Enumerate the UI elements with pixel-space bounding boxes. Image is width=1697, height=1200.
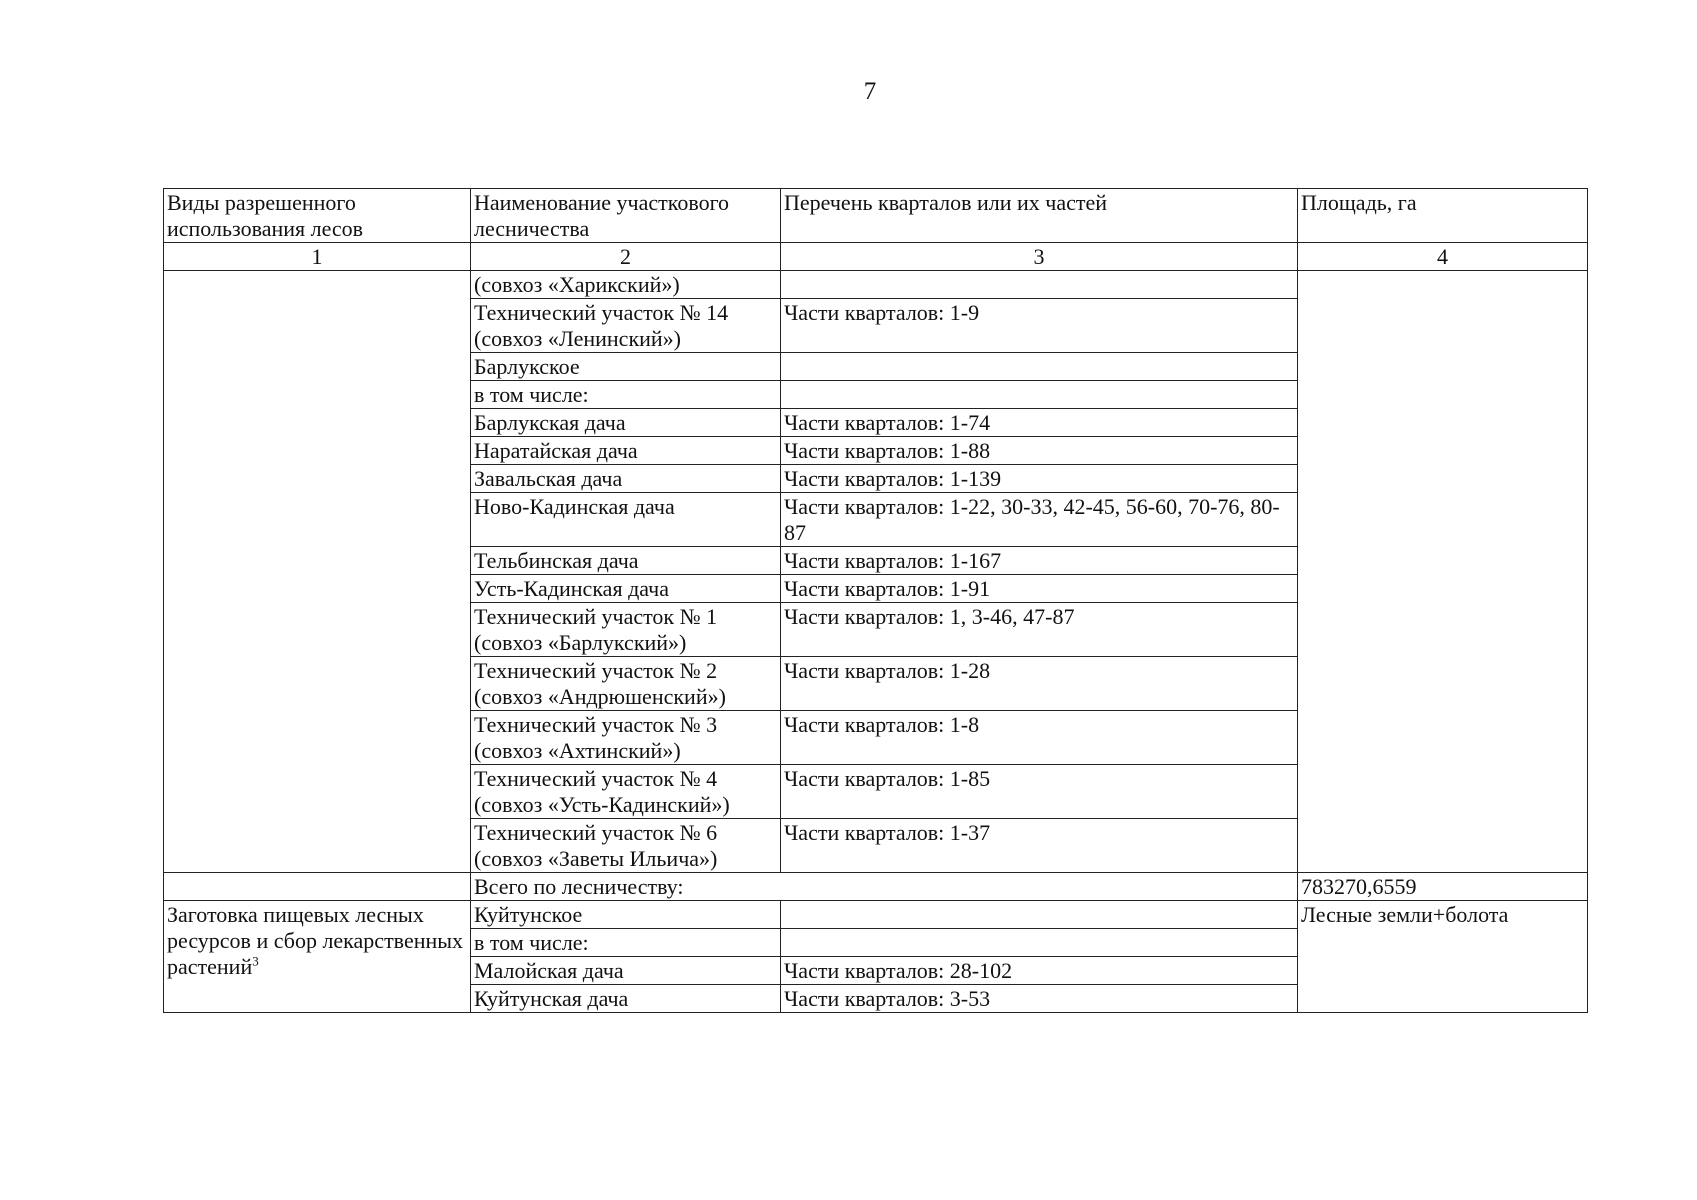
forestry-name-cell: Малойская дача — [471, 957, 781, 985]
forest-use-table — [163, 188, 1588, 1013]
quarters-cell — [781, 353, 1298, 381]
table-row — [164, 271, 1588, 299]
quarters-cell: Части кварталов: 1-88 — [781, 437, 1298, 465]
total-area: 783270,6559 — [1298, 873, 1588, 901]
quarters-cell: Части кварталов: 1-91 — [781, 575, 1298, 603]
quarters-cell: Части кварталов: 1-167 — [781, 547, 1298, 575]
area-cell — [1298, 271, 1588, 873]
total-label: Всего по лесничеству: — [471, 873, 1298, 901]
quarters-cell: Части кварталов: 28-102 — [781, 957, 1298, 985]
total-row — [164, 873, 1588, 901]
forestry-name-cell: Барлукское — [471, 353, 781, 381]
forestry-name-cell: Наратайская дача — [471, 437, 781, 465]
forestry-name-cell: в том числе: — [471, 381, 781, 409]
column-number: 3 — [781, 243, 1298, 271]
forestry-name-cell: Куйтунская дача — [471, 985, 781, 1013]
quarters-cell: Части кварталов: 1-22, 30-33, 42-45, 56-60, 70-76, 80-87 — [781, 493, 1298, 547]
table-row — [164, 901, 1588, 929]
quarters-cell: Части кварталов: 1-37 — [781, 819, 1298, 873]
column-number: 4 — [1298, 243, 1588, 271]
forestry-name-cell: Ново-Кадинская дача — [471, 493, 781, 547]
quarters-cell: Части кварталов: 1-85 — [781, 765, 1298, 819]
column-number: 1 — [164, 243, 471, 271]
header-area: Площадь, га — [1298, 189, 1588, 243]
forestry-name-cell: Технический участок № 4 (совхоз «Усть-Кадинский») — [471, 765, 781, 819]
quarters-cell: Части кварталов: 1-9 — [781, 299, 1298, 353]
forestry-name-cell: Технический участок № 6 (совхоз «Заветы Ильича») — [471, 819, 781, 873]
quarters-cell: Части кварталов: 1, 3-46, 47-87 — [781, 603, 1298, 657]
header-forestry-name: Наименование участкового лесничества — [471, 189, 781, 243]
use-type-cell — [164, 271, 471, 873]
footnote-mark: 3 — [252, 953, 259, 969]
quarters-cell: Части кварталов: 3-53 — [781, 985, 1298, 1013]
quarters-cell — [781, 929, 1298, 957]
forestry-name-cell: Барлукская дача — [471, 409, 781, 437]
forestry-name-cell: (совхоз «Харикский») — [471, 271, 781, 299]
forestry-name-cell: Технический участок № 14 (совхоз «Ленинский») — [471, 299, 781, 353]
forestry-name-cell: Технический участок № 1 (совхоз «Барлукский») — [471, 603, 781, 657]
forestry-name-cell: Тельбинская дача — [471, 547, 781, 575]
column-number-row — [164, 243, 1588, 271]
header-use-type: Виды разрешенного использования лесов — [164, 189, 471, 243]
column-number: 2 — [471, 243, 781, 271]
quarters-cell: Части кварталов: 1-139 — [781, 465, 1298, 493]
quarters-cell — [781, 271, 1298, 299]
area-note-cell: Лесные земли+болота — [1298, 901, 1588, 1013]
quarters-cell: Части кварталов: 1-74 — [781, 409, 1298, 437]
quarters-cell — [781, 901, 1298, 929]
header-row — [164, 189, 1588, 243]
forestry-name-cell: Технический участок № 2 (совхоз «Андрюшенский») — [471, 657, 781, 711]
forestry-name-cell: в том числе: — [471, 929, 781, 957]
forestry-name-cell: Технический участок № 3 (совхоз «Ахтинский») — [471, 711, 781, 765]
forestry-name-cell: Усть-Кадинская дача — [471, 575, 781, 603]
forestry-name-cell: Куйтунское — [471, 901, 781, 929]
quarters-cell — [781, 381, 1298, 409]
use-type-cell — [164, 873, 471, 901]
page-number: 7 — [863, 78, 877, 105]
quarters-cell: Части кварталов: 1-8 — [781, 711, 1298, 765]
use-type-text: Заготовка пищевых лесных ресурсов и сбор лекарственных растений — [167, 902, 464, 979]
quarters-cell: Части кварталов: 1-28 — [781, 657, 1298, 711]
header-quarters: Перечень кварталов или их частей — [781, 189, 1298, 243]
forestry-name-cell: Завальская дача — [471, 465, 781, 493]
use-type-cell — [164, 901, 471, 1013]
